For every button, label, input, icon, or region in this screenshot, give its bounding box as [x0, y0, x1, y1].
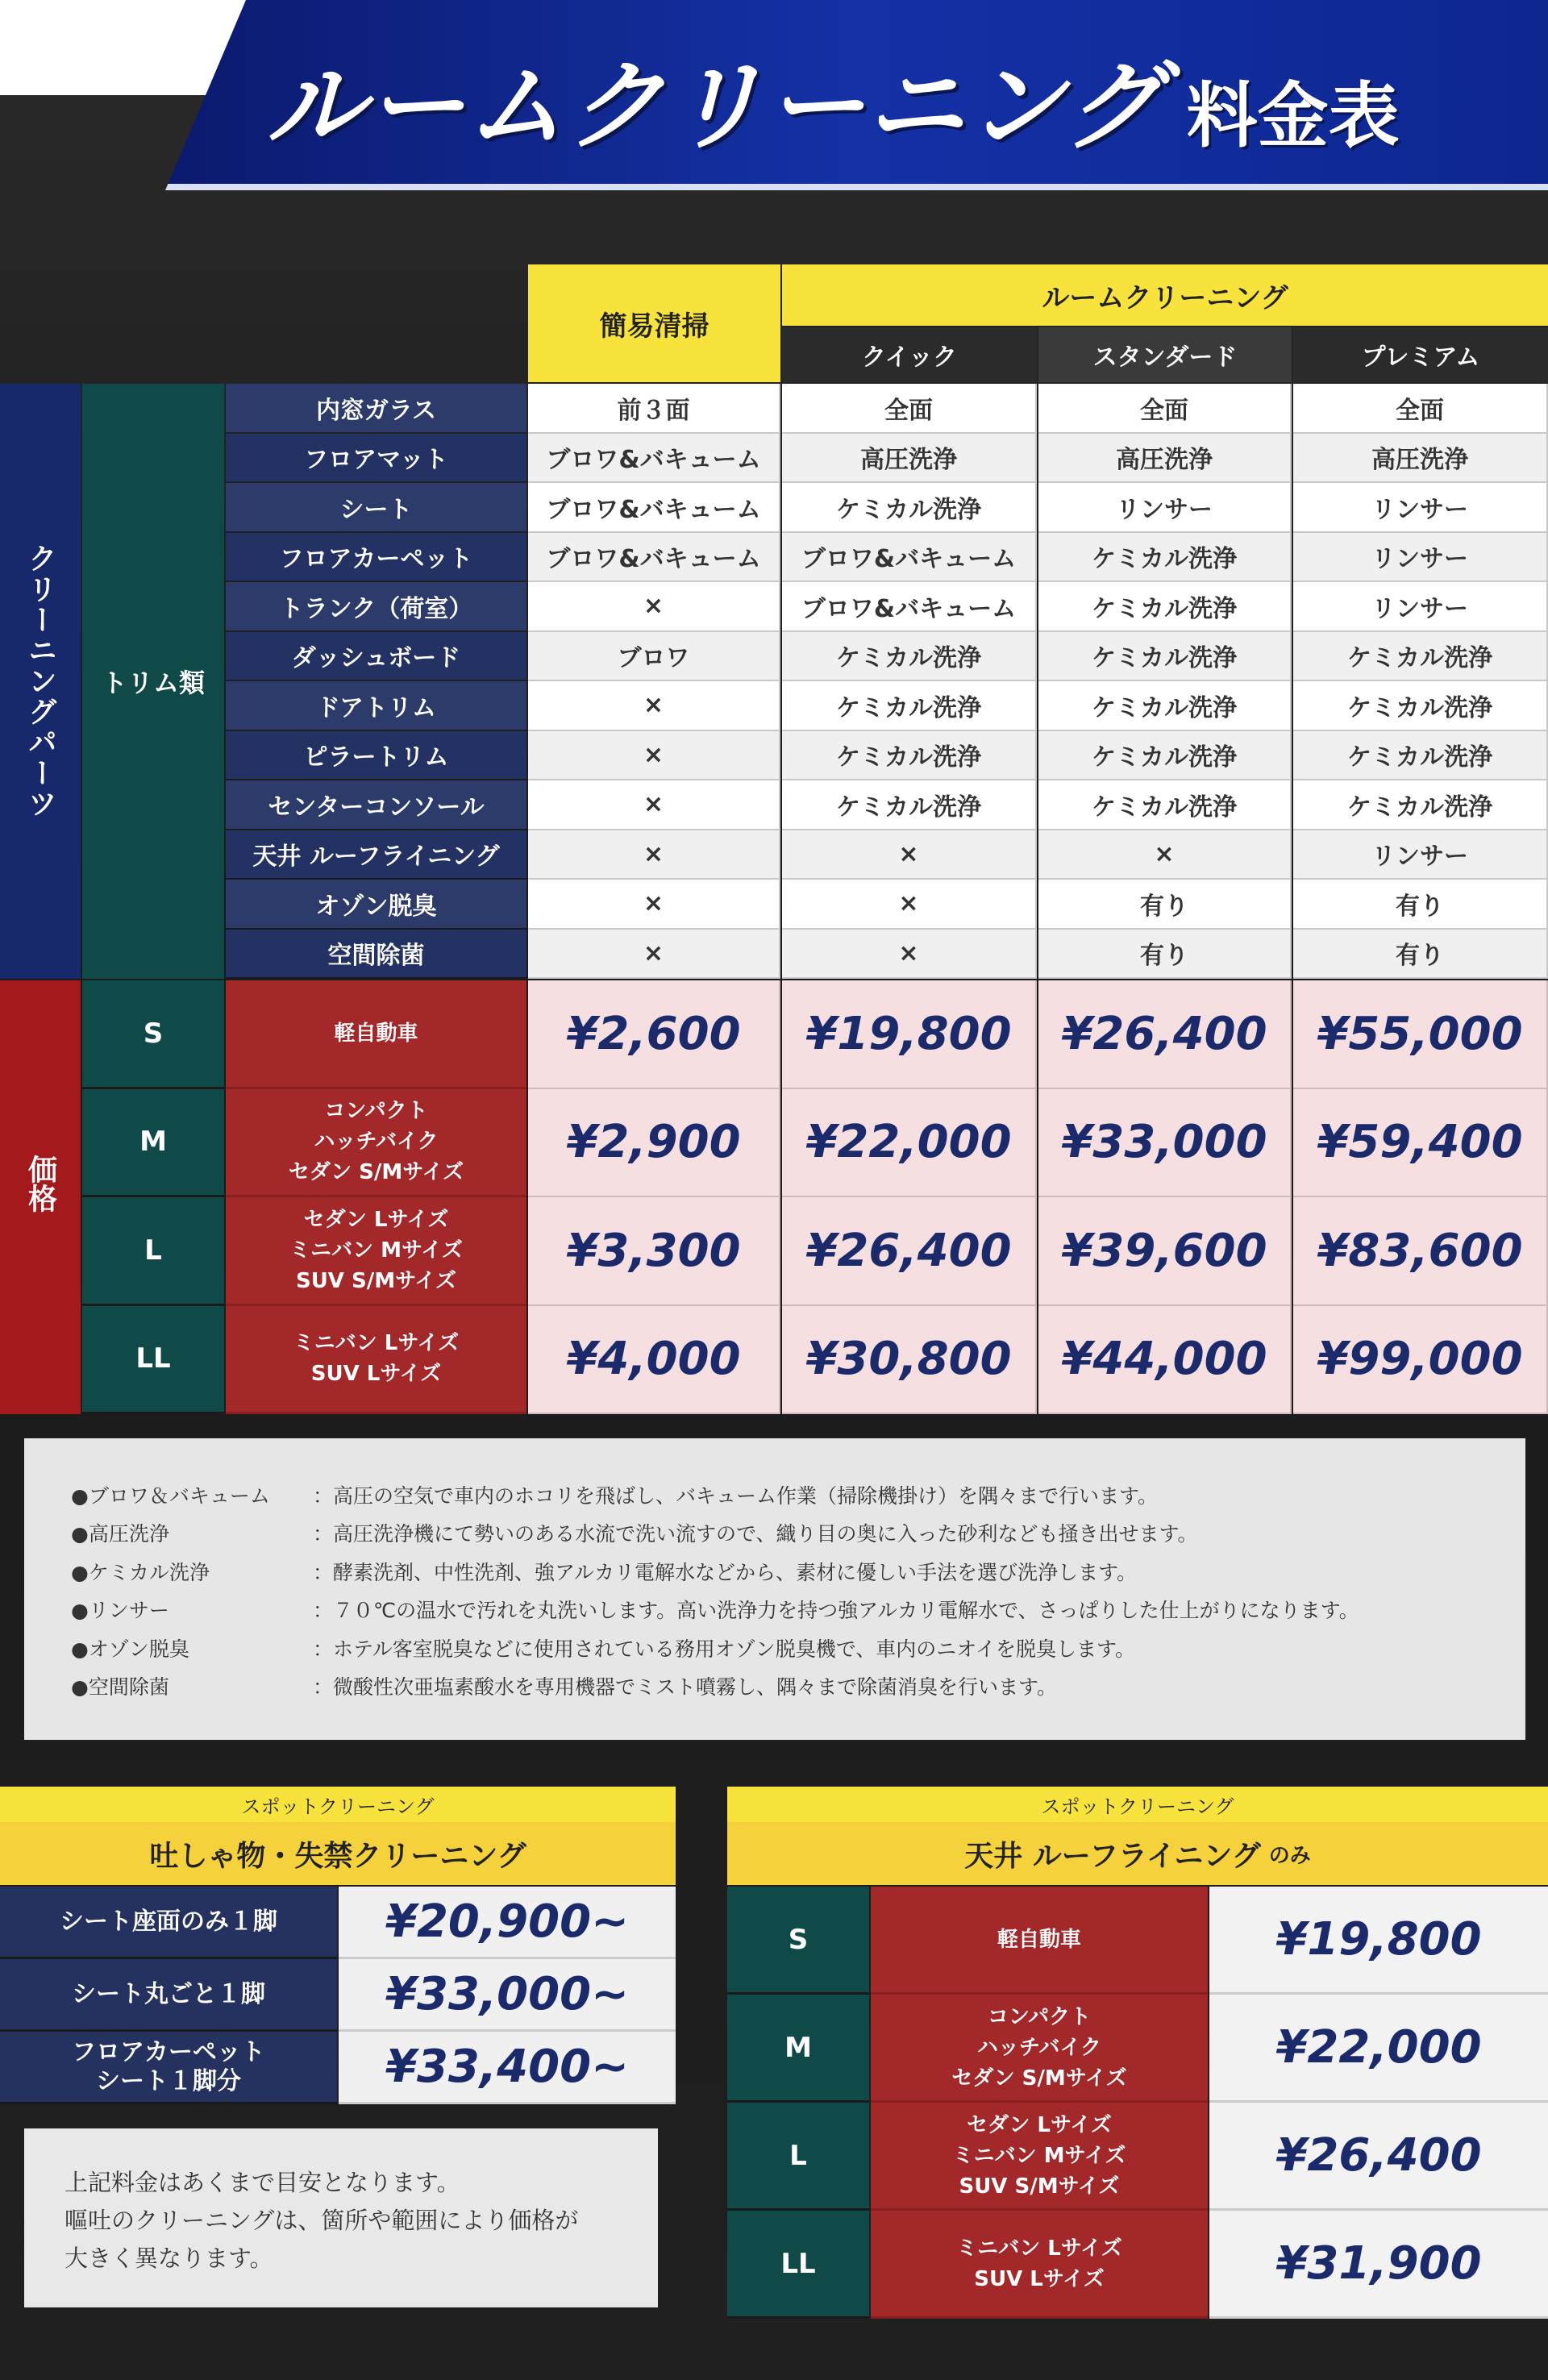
note-row [71, 1514, 1525, 1553]
item-value: ケミカル洗浄 [1038, 681, 1292, 731]
spot-right-size: M [727, 1995, 869, 2103]
price-value: ¥2,600 [528, 980, 780, 1089]
item-value: ケミカル洗浄 [1038, 780, 1292, 830]
spot-right-size: S [727, 1887, 869, 1995]
note-description: ：酵素洗剤、中性洗剤、強アルカリ電解水などから、素材に優しい手法を選び洗浄します。 [313, 1560, 1138, 1584]
car-types: 軽自動車 [226, 980, 526, 1089]
price-value: ¥4,000 [528, 1306, 780, 1415]
price-value: ¥83,600 [1293, 1197, 1548, 1306]
spot-right-price: ¥26,400 [1209, 2103, 1548, 2211]
item-value: ケミカル洗浄 [782, 731, 1037, 781]
item-value: × [782, 880, 1037, 930]
header-plan-0: クイック [782, 327, 1037, 382]
item-value: ケミカル洗浄 [1293, 681, 1548, 731]
item-value: ケミカル洗浄 [1038, 731, 1292, 781]
item-value: ケミカル洗浄 [1293, 780, 1548, 830]
price-value: ¥22,000 [782, 1089, 1037, 1198]
spot-right-cars: ミニバン Lサイズ SUV Lサイズ [871, 2211, 1208, 2319]
price-value: ¥33,000 [1038, 1089, 1292, 1198]
note-term: ●ブロワ＆バキューム [71, 1483, 270, 1508]
price-value: ¥59,400 [1293, 1089, 1548, 1198]
item-value: ケミカル洗浄 [1038, 533, 1292, 583]
note-row [71, 1591, 1525, 1629]
spot-left-price: ¥33,400~ [339, 2032, 676, 2104]
price-value: ¥99,000 [1293, 1306, 1548, 1415]
item-value: 高圧洗浄 [1038, 434, 1292, 484]
item-label: シート [226, 483, 526, 531]
item-value: リンサー [1293, 582, 1548, 632]
spot-left-label: シート丸ごと１脚 [0, 1959, 337, 2032]
note-description: ：７０℃の温水で汚れを丸洗いします。高い洗浄力を持つ強アルカリ電解水で、さっぱりした仕上がりになります。 [313, 1599, 1359, 1623]
notes-box [24, 1438, 1525, 1740]
spot-left-label: シート座面のみ１脚 [0, 1887, 337, 1959]
note-row [71, 1475, 1525, 1514]
item-label: ピラートリム [226, 731, 526, 780]
item-label: オゾン脱臭 [226, 880, 526, 928]
spot-left-title: 吐しゃ物・失禁クリーニング [0, 1822, 676, 1885]
item-value: ブロワ&バキューム [782, 533, 1037, 583]
disclaimer-line: 嘔吐のクリーニングは、箇所や範囲により価格が [64, 2207, 579, 2234]
note-description: ：高圧洗浄機にて勢いのある水流で洗い流すので、織り目の奥に入った砂利なども掻き出せます。 [313, 1522, 1198, 1546]
price-value: ¥2,900 [528, 1089, 780, 1198]
item-label: ダッシュボード [226, 632, 526, 680]
group-price: 価格 [0, 980, 81, 1414]
header-plan-1: スタンダード [1038, 327, 1292, 382]
note-row [71, 1629, 1525, 1667]
note-term: ●空間除菌 [71, 1675, 169, 1700]
item-value: ケミカル洗浄 [782, 681, 1037, 731]
price-value: ¥44,000 [1038, 1306, 1292, 1415]
spot-right-price: ¥19,800 [1209, 1887, 1548, 1995]
size-label: M [82, 1089, 224, 1198]
price-value: ¥26,400 [782, 1197, 1037, 1306]
item-value: ブロワ [528, 632, 780, 682]
item-label: センターコンソール [226, 780, 526, 829]
spot-right-price: ¥22,000 [1209, 1995, 1548, 2103]
item-value: ケミカル洗浄 [1293, 731, 1548, 781]
item-value: 高圧洗浄 [1293, 434, 1548, 484]
spot-right-price: ¥31,900 [1209, 2211, 1548, 2319]
spot-left-small-header: スポットクリーニング [0, 1787, 676, 1822]
item-value: 全面 [782, 384, 1037, 434]
spot-right-size: L [727, 2103, 869, 2211]
item-label: トランク（荷室） [226, 582, 526, 630]
size-label: L [82, 1197, 224, 1306]
item-value: × [528, 930, 780, 980]
header-plan-2: プレミアム [1293, 327, 1548, 382]
item-value: × [782, 830, 1037, 880]
item-value: 高圧洗浄 [782, 434, 1037, 484]
spot-left-price: ¥33,000~ [339, 1959, 676, 2032]
spot-right-title [727, 1822, 1548, 1885]
item-value: × [528, 731, 780, 781]
item-value: ブロワ&バキューム [528, 434, 780, 484]
item-value: × [528, 780, 780, 830]
spot-left-price: ¥20,900~ [339, 1887, 676, 1959]
item-label: 内窓ガラス [226, 384, 526, 432]
item-value: 有り [1293, 930, 1548, 980]
item-value: × [528, 681, 780, 731]
page-title [266, 27, 1400, 164]
spot-right-title-main: 天井 ルーフライニング [964, 1839, 1261, 1873]
item-value: ブロワ&バキューム [782, 582, 1037, 632]
spot-left-label: フロアカーペット シート１脚分 [0, 2032, 337, 2104]
note-description: ：高圧の空気で車内のホコリを飛ばし、バキューム作業（掃除機掛け）を隅々まで行います。 [313, 1483, 1159, 1508]
item-value: ケミカル洗浄 [782, 632, 1037, 682]
item-value: ケミカル洗浄 [1038, 632, 1292, 682]
item-value: 前３面 [528, 384, 780, 434]
item-value: 全面 [1293, 384, 1548, 434]
note-row [71, 1552, 1525, 1591]
price-value: ¥3,300 [528, 1197, 780, 1306]
item-label: フロアカーペット [226, 533, 526, 581]
item-value: × [528, 830, 780, 880]
spot-right-cars: 軽自動車 [871, 1887, 1208, 1995]
price-value: ¥55,000 [1293, 980, 1548, 1089]
size-label: LL [82, 1306, 224, 1415]
spot-right-small-header: スポットクリーニング [727, 1787, 1548, 1822]
car-types: セダン Lサイズ ミニバン Mサイズ SUV S/Mサイズ [226, 1197, 526, 1306]
note-term: ●ケミカル洗浄 [71, 1560, 210, 1584]
item-value: リンサー [1293, 830, 1548, 880]
title-sub: 料金表 [1186, 74, 1400, 157]
note-term: ●高圧洗浄 [71, 1522, 169, 1546]
header-room-cleaning: ルームクリーニング [782, 264, 1548, 326]
group-trim: トリム類 [82, 384, 224, 979]
note-term: ●リンサー [71, 1599, 169, 1623]
note-term: ●オゾン脱臭 [71, 1637, 189, 1661]
item-value: × [1038, 830, 1292, 880]
item-label: 天井 ルーフライニング [226, 830, 526, 879]
item-label: フロアマット [226, 434, 526, 482]
title-main: ルームクリーニング [266, 49, 1164, 164]
item-value: ブロワ&バキューム [528, 483, 780, 533]
price-value: ¥39,600 [1038, 1197, 1292, 1306]
price-value: ¥30,800 [782, 1306, 1037, 1415]
disclaimer-line: 上記料金はあくまで目安となります。 [64, 2169, 460, 2196]
car-types: ミニバン Lサイズ SUV Lサイズ [226, 1306, 526, 1415]
car-types: コンパクト ハッチバイク セダン S/Mサイズ [226, 1089, 526, 1198]
spot-right-title-suffix: のみ [1268, 1843, 1311, 1868]
size-label: S [82, 980, 224, 1089]
item-value: ケミカル洗浄 [1293, 632, 1548, 682]
item-value: リンサー [1038, 483, 1292, 533]
item-value: ブロワ&バキューム [528, 533, 780, 583]
price-value: ¥19,800 [782, 980, 1037, 1089]
note-description: ：微酸性次亜塩素酸水を専用機器でミスト噴霧し、隅々まで除菌消臭を行います。 [313, 1675, 1058, 1700]
header-simple-clean: 簡易清掃 [528, 264, 780, 382]
item-value: 全面 [1038, 384, 1292, 434]
disclaimer-line: 大きく異なります。 [64, 2245, 273, 2272]
item-value: ケミカル洗浄 [782, 483, 1037, 533]
item-value: リンサー [1293, 533, 1548, 583]
item-value: 有り [1293, 880, 1548, 930]
spot-right-cars: コンパクト ハッチバイク セダン S/Mサイズ [871, 1995, 1208, 2103]
note-row [71, 1667, 1525, 1706]
item-label: 空間除菌 [226, 930, 526, 978]
item-value: 有り [1038, 880, 1292, 930]
note-description: ：ホテル客室脱臭などに使用されている務用オゾン脱臭機で、車内のニオイを脱臭します。 [313, 1637, 1136, 1661]
item-label: ドアトリム [226, 681, 526, 730]
group-cleaning-parts: クリーニングパーツ [0, 384, 81, 979]
item-value: 有り [1038, 930, 1292, 980]
price-value: ¥26,400 [1038, 980, 1292, 1089]
item-value: ケミカル洗浄 [1038, 582, 1292, 632]
item-value: × [782, 930, 1037, 980]
spot-right-size: LL [727, 2211, 869, 2319]
item-value: リンサー [1293, 483, 1548, 533]
spot-right-cars: セダン Lサイズ ミニバン Mサイズ SUV S/Mサイズ [871, 2103, 1208, 2211]
item-value: ケミカル洗浄 [782, 780, 1037, 830]
item-value: × [528, 582, 780, 632]
item-value: × [528, 880, 780, 930]
disclaimer-box [24, 2128, 658, 2307]
